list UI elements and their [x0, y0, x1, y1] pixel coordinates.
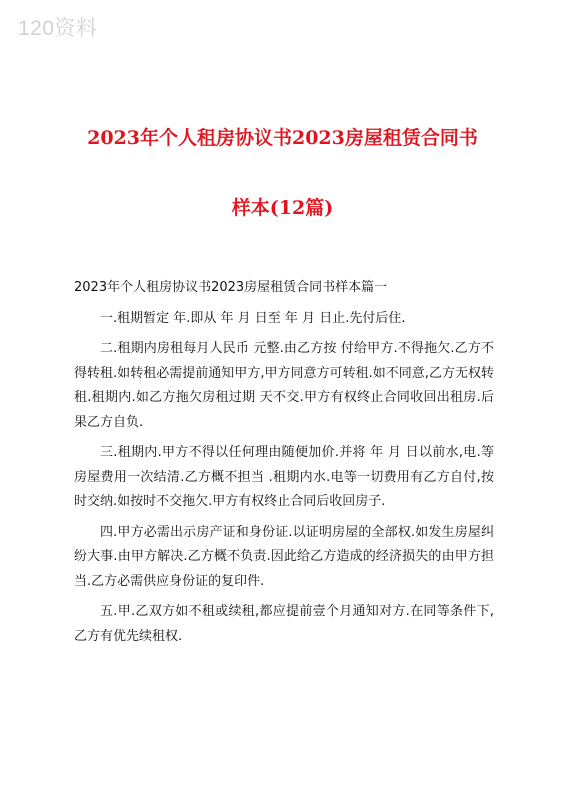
section-heading: 2023年个人租房协议书2023房屋租赁合同书样本篇一 [74, 280, 388, 295]
clause-3: 三.租期内.甲方不得以任何理由随便加价.并将 年 月 日以前水,电.等房屋费用一次结清.乙方概不担当 .租期内水.电等一切费用有乙方自付,按时交纳.如按时不交拖欠.甲方有权终止合同后收回房子. [74, 445, 494, 509]
clause-5: 五.甲.乙双方如不租或续租,都应提前壹个月通知对方.在同等条件下,乙方有优先续租权. [74, 604, 494, 644]
watermark: 120资料 [18, 17, 98, 40]
clause-4: 四.甲方必需出示房产证和身份证.以证明房屋的全部权.如发生房屋纠纷大事.由甲方解决.乙方概不负责.因此给乙方造成的经济损失的由甲方担当.乙方必需供应身份证的复印件. [74, 524, 494, 589]
document-title-line-2: 样本(12篇) [231, 197, 334, 219]
clause-1: 一.租期暂定 年.即从 年 月 日至 年 月 日止.先付后住. [100, 310, 406, 326]
document-body [74, 276, 494, 655]
clause-2: 二.租期内房租每月人民币 元整.由乙方按 付给甲方.不得拖欠.乙方不得转租.如转租必需提前通知甲方,甲方同意方可转租.如不同意,乙方无权转租.租期内.如乙方拖欠房租过期 天不交.甲方有权终止合同收回出租房.后果乙方自负. [74, 341, 494, 430]
document-title-line-1: 2023年个人租房协议书2023房屋租赁合同书 [87, 127, 478, 149]
